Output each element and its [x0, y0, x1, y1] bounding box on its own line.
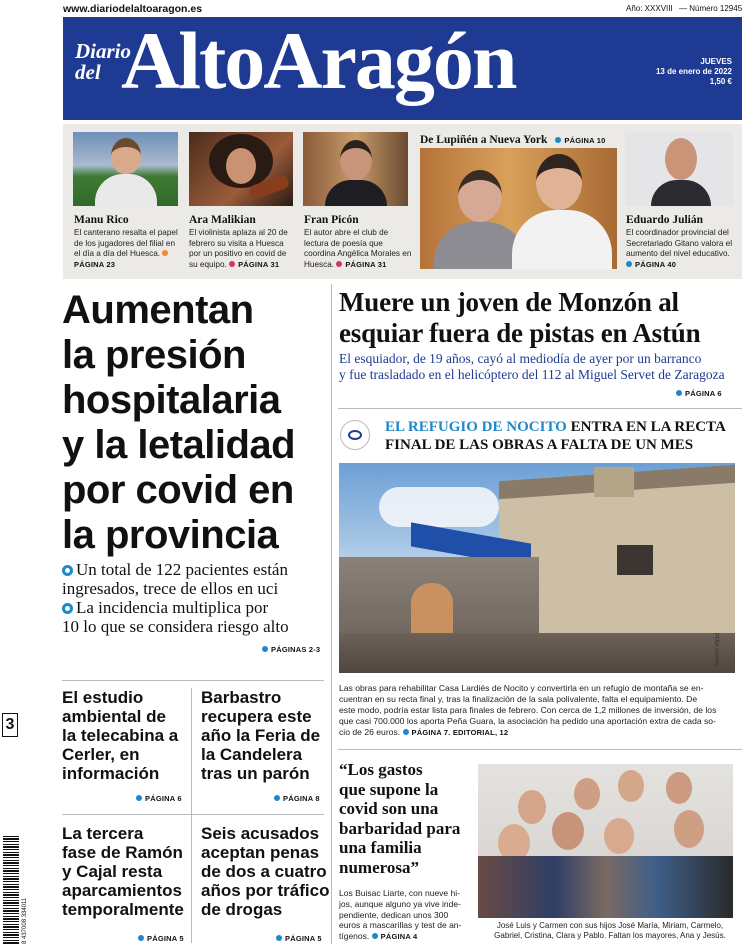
strip-item-ara — [189, 214, 297, 270]
nocito-headline-line: FINAL DE LAS OBRAS A FALTA DE UN MES — [385, 437, 694, 453]
grandson-body — [512, 210, 612, 269]
strip-text: El canterano resalta el papel de los jugadores del filial en el día a día del Huesca. PÁGINA 23 — [74, 228, 178, 269]
brief-cerler — [62, 688, 178, 783]
family-member — [604, 818, 634, 854]
brief-line: ambiental de — [62, 707, 166, 726]
person-torso — [95, 174, 157, 206]
arched-doorway — [411, 583, 453, 633]
photo-credit: PEÑA GUARA — [713, 633, 719, 666]
brief-line: años por tráfico — [201, 881, 330, 900]
nocito-headline — [385, 418, 726, 454]
strip-text: El coordinador provincial del Secretariado Gitano valora el aumento del nivel educativo. PÁGINA 40 — [626, 228, 733, 269]
brief-line: temporalmente — [62, 900, 184, 919]
brief-barbastro-page-ref: PÁGINA 8 — [274, 794, 320, 803]
fran-picon-photo — [303, 132, 408, 206]
brief-line: año la Feria de — [201, 726, 321, 745]
lead-page-ref: PÁGINAS 2-3 — [262, 645, 320, 654]
gastos-headline-line: covid son una — [339, 799, 439, 818]
vertical-divider — [331, 284, 332, 944]
strip-item-manu — [74, 214, 182, 270]
family-member — [666, 772, 692, 804]
brief-line: fase de Ramón — [62, 843, 183, 862]
strip-text: El violinista aplaza al 20 de febrero su visita a Huesca por un positivo en covid de su equipo. PÁGINA 31 — [189, 228, 288, 269]
brief-line: de dos a cuatro — [201, 862, 327, 881]
brief-ramon-cajal — [62, 824, 184, 919]
lead-headline-line: la presión — [62, 333, 246, 377]
cloud — [379, 487, 499, 527]
brief-barbastro — [201, 688, 320, 783]
lead-bottom-divider — [62, 680, 324, 681]
brief-ramon-cajal-page-ref: PÁGINA 5 — [138, 934, 184, 943]
barcode — [3, 836, 19, 944]
briefs-vertical-divider — [191, 688, 192, 943]
monzon-headline-line: esquiar fuera de pistas en Astún — [339, 318, 701, 348]
strip-name: Fran Picón — [304, 214, 359, 226]
brief-acusados — [201, 824, 329, 919]
lead-bullet-line: Un total de 122 pacientes están — [62, 560, 324, 579]
masthead-del: del — [75, 60, 101, 84]
strip-name: Manu Rico — [74, 214, 129, 226]
brief-line: La tercera — [62, 824, 144, 843]
brief-line: El estudio — [62, 688, 144, 707]
website-url: www.diariodelaltoaragon.es — [63, 3, 203, 15]
strip-item-eduardo — [626, 214, 738, 270]
lead-headline-line: y la letalidad — [62, 423, 296, 467]
family-member — [574, 778, 600, 810]
brief-line: y Cajal resta — [62, 862, 163, 881]
monzon-page-ref: PÁGINA 6 — [676, 389, 722, 398]
lead-headline-line: hospitalaria — [62, 378, 281, 422]
brief-line: aparcamientos — [62, 881, 182, 900]
masthead-day: JUEVES — [700, 57, 732, 66]
monzon-bottom-divider — [338, 408, 742, 409]
gastos-body-line: euros a mascarillas y test de an- — [339, 920, 462, 931]
family-member — [674, 810, 704, 848]
gastos-body-line: pendiente, dedican unos 300 — [339, 909, 449, 920]
nocito-body-line: Las obras para rehabilitar Casa Lardiés de Nocito y convertirla en un refugio de montaña se en- — [339, 683, 704, 693]
building-balcony — [617, 545, 653, 575]
family-member — [518, 790, 546, 824]
family-caption — [479, 921, 741, 941]
person-torso — [651, 180, 711, 206]
masthead-price: 1,50 € — [709, 77, 732, 86]
brief-cerler-page-ref: PÁGINA 6 — [136, 794, 182, 803]
gastos-headline-line: “Los gastos — [339, 760, 423, 779]
issue-year: Año: XXXVIII — [626, 4, 673, 13]
nocito-body-line: este modo, podría estar lista para finales de febrero. Con cerca de 1,2 millones de inversión, de los — [339, 705, 717, 715]
masthead-date: 13 de enero de 2022 — [655, 67, 732, 76]
lead-bullets — [62, 560, 324, 636]
masthead-title: AltoAragón — [121, 15, 516, 106]
gastos-headline-line: numerosa” — [339, 857, 419, 877]
gastos-headline-line: barbaridad para — [339, 818, 461, 838]
bullet-circle-icon — [62, 565, 73, 576]
strip-text: El autor abre el club de lectura de poesía que coordina Angélica Morales en Huesca. PÁGINA 31 — [304, 228, 412, 269]
brief-line: la telecabina a — [62, 726, 179, 745]
brief-line: aceptan penas — [201, 843, 320, 862]
gastos-headline-line: una familia — [339, 838, 422, 857]
eduardo-julian-photo — [625, 132, 733, 206]
person-head — [226, 148, 256, 184]
brief-line: tras un parón — [201, 764, 310, 783]
family-photo — [478, 764, 733, 918]
strip-item-fran — [304, 214, 414, 270]
monzon-deck — [339, 351, 725, 383]
nocito-headline-line: EL REFUGIO DE NOCITO ENTRA EN LA RECTA — [385, 419, 726, 435]
building-tower — [594, 467, 634, 497]
gastos-body — [339, 888, 475, 943]
brief-line: Seis acusados — [201, 824, 320, 843]
gastos-headline — [339, 760, 460, 877]
lead-headline-line: Aumentan — [62, 288, 254, 332]
strip-item-lupinen: De Lupiñén a Nueva York PÁGINA 10 — [420, 134, 606, 146]
gastos-headline-line: que supone la — [339, 779, 439, 799]
brief-line: información — [62, 764, 160, 783]
strip-name: De Lupiñén a Nueva York — [420, 134, 548, 146]
lead-headline — [62, 288, 324, 558]
nocito-body — [339, 683, 743, 738]
monzon-headline-line: Muere un joven de Monzón al — [339, 287, 679, 317]
nocito-body-line: cio de 26 euros. PÁGINA 7. EDITORIAL, 12 — [339, 727, 509, 737]
lead-bullet-line: ingresados, trece de ellos en uci — [62, 579, 279, 598]
grandmother-head — [458, 170, 502, 222]
strip-name: Eduardo Julián — [626, 214, 704, 226]
gastos-body-line: jos, aunque alguno ya vive inde- — [339, 898, 461, 909]
ground — [339, 633, 735, 673]
barcode-number: 8 437008 334011 — [22, 897, 28, 944]
person-torso — [325, 180, 387, 206]
strip-name: Ara Malikian — [189, 214, 256, 226]
family-member — [552, 812, 584, 850]
monzon-headline — [339, 287, 700, 349]
monzon-deck-line: y fue trasladado en el helicóptero del 112 al Miguel Servet de Zaragoza — [339, 367, 725, 382]
masthead — [63, 17, 742, 120]
nocito-body-line: que casi 700.000 los aporta Peña Guara, la asociación ha pedido una aportación extra de cada so- — [339, 716, 716, 726]
brief-line: recupera este — [201, 707, 312, 726]
nocito-icon-ring — [348, 430, 362, 440]
edition-number: 3 — [2, 713, 18, 737]
masthead-diario: Diario — [75, 39, 132, 63]
monzon-deck-line: El esquiador, de 19 años, cayó al mediodía de ayer por un barranco — [339, 351, 702, 366]
manu-rico-photo — [73, 132, 178, 206]
ara-malikian-photo — [189, 132, 293, 206]
lead-bullet-line: 10 lo que se considera riesgo alto — [62, 617, 289, 636]
family-bodies — [478, 856, 733, 918]
nocito-section-icon — [340, 420, 370, 450]
nocito-body-line: cuentran en su recta final y, tras la finalización de la sala polivalente, falta el equipamiento. De — [339, 694, 698, 704]
brief-line: Barbastro — [201, 688, 282, 707]
nocito-bottom-divider — [338, 749, 742, 750]
brief-acusados-page-ref: PÁGINA 5 — [276, 934, 322, 943]
person-head — [111, 138, 141, 174]
family-member — [618, 770, 644, 802]
bullet-circle-icon — [62, 603, 73, 614]
brief-line: Cerler, en — [62, 745, 140, 764]
caption-line: José Luis y Carmen con sus hijos José María, Miriam, Carmelo, — [496, 921, 724, 930]
nocito-building-photo — [339, 463, 735, 673]
issue-number: — Número 12945 — [679, 4, 743, 13]
person-head — [665, 138, 697, 180]
lead-headline-line: la provincia — [62, 513, 279, 557]
person-head — [340, 140, 372, 180]
lead-headline-line: por covid en — [62, 468, 294, 512]
lead-bullet-line: La incidencia multiplica por — [62, 598, 324, 617]
grandson-head — [536, 154, 582, 210]
brief-line: la Candelera — [201, 745, 303, 764]
caption-line: Gabriel, Cristina, Clara y Pablo. Faltan los mayores, Ana y Jesús. — [494, 931, 726, 940]
lupinen-photo — [420, 148, 617, 269]
gastos-body-line: tígenos. PÁGINA 4 — [339, 931, 418, 942]
gastos-body-line: Los Buisac Liarte, con nueve hi- — [339, 888, 460, 898]
brief-line: de drogas — [201, 900, 283, 919]
briefs-horizontal-divider — [62, 814, 324, 815]
